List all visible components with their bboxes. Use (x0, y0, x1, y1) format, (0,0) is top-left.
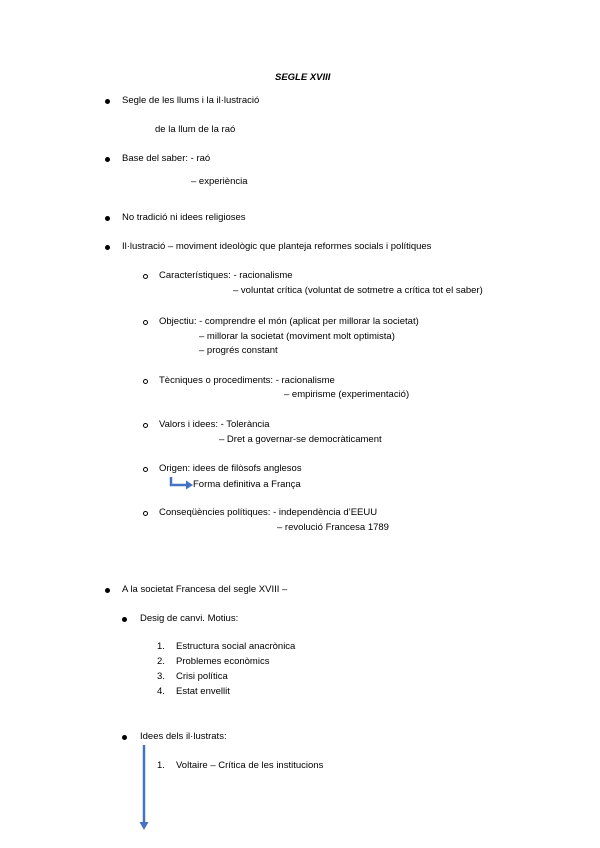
list-number: 3. (157, 671, 165, 682)
sub-item: Valors i idees: - Tolerància (159, 419, 270, 430)
list-item: Il·lustració – moviment ideològic que planteja reformes socials i polítiques (122, 241, 432, 252)
sub-item-continuation: – millorar la societat (moviment molt optimista) (199, 331, 395, 342)
list-item-continuation: de la llum de la raó (155, 124, 236, 135)
sub-item: Conseqüències polítiques: - independència d’EEUU (159, 507, 378, 518)
list-item: Segle de les llums i la il·lustració (122, 95, 260, 106)
list-number: 4. (157, 686, 165, 697)
list-number: 1. (157, 760, 165, 771)
list-item: Base del saber: - raó (122, 153, 211, 164)
list-item: Voltaire – Crítica de les institucions (176, 760, 324, 771)
list-number: 2. (157, 656, 165, 667)
list-item: Desig de canvi. Motius: (140, 613, 239, 624)
list-item: Idees dels il·lustrats: (140, 731, 227, 742)
sub-item-continuation: – Dret a governar-se democràticament (219, 434, 382, 445)
section-heading: A la societat Francesa del segle XVIII – (122, 584, 288, 595)
sub-item: Objectiu: - comprendre el món (aplicat per millorar la societat) (159, 316, 419, 327)
list-item-continuation: – experiència (191, 176, 248, 187)
sub-item-continuation: – empirisme (experimentació) (284, 389, 410, 400)
list-item: No tradició ni idees religioses (122, 212, 246, 223)
sub-item: Tècniques o procediments: - racionalisme (159, 375, 335, 386)
list-item: Estructura social anacrònica (176, 641, 296, 652)
sub-item-continuation: – revolució Francesa 1789 (277, 522, 389, 533)
list-item: Problemes econòmics (176, 656, 270, 667)
page-title: SEGLE XVIII (275, 72, 331, 83)
elbow-arrow-icon (171, 477, 193, 490)
down-arrow-icon (140, 745, 149, 830)
sub-item: Origen: idees de filòsofs anglesos (159, 463, 302, 474)
sub-item: Característiques: - racionalisme (159, 270, 293, 281)
list-item: Crisi política (176, 671, 228, 682)
sub-item-continuation: Forma definitiva a França (193, 479, 301, 490)
list-item: Estat envellit (176, 686, 230, 697)
list-number: 1. (157, 641, 165, 652)
sub-item-continuation: – voluntat crítica (voluntat de sotmetre a crítica tot el saber) (233, 285, 483, 296)
sub-item-continuation: – progrés constant (199, 345, 278, 356)
